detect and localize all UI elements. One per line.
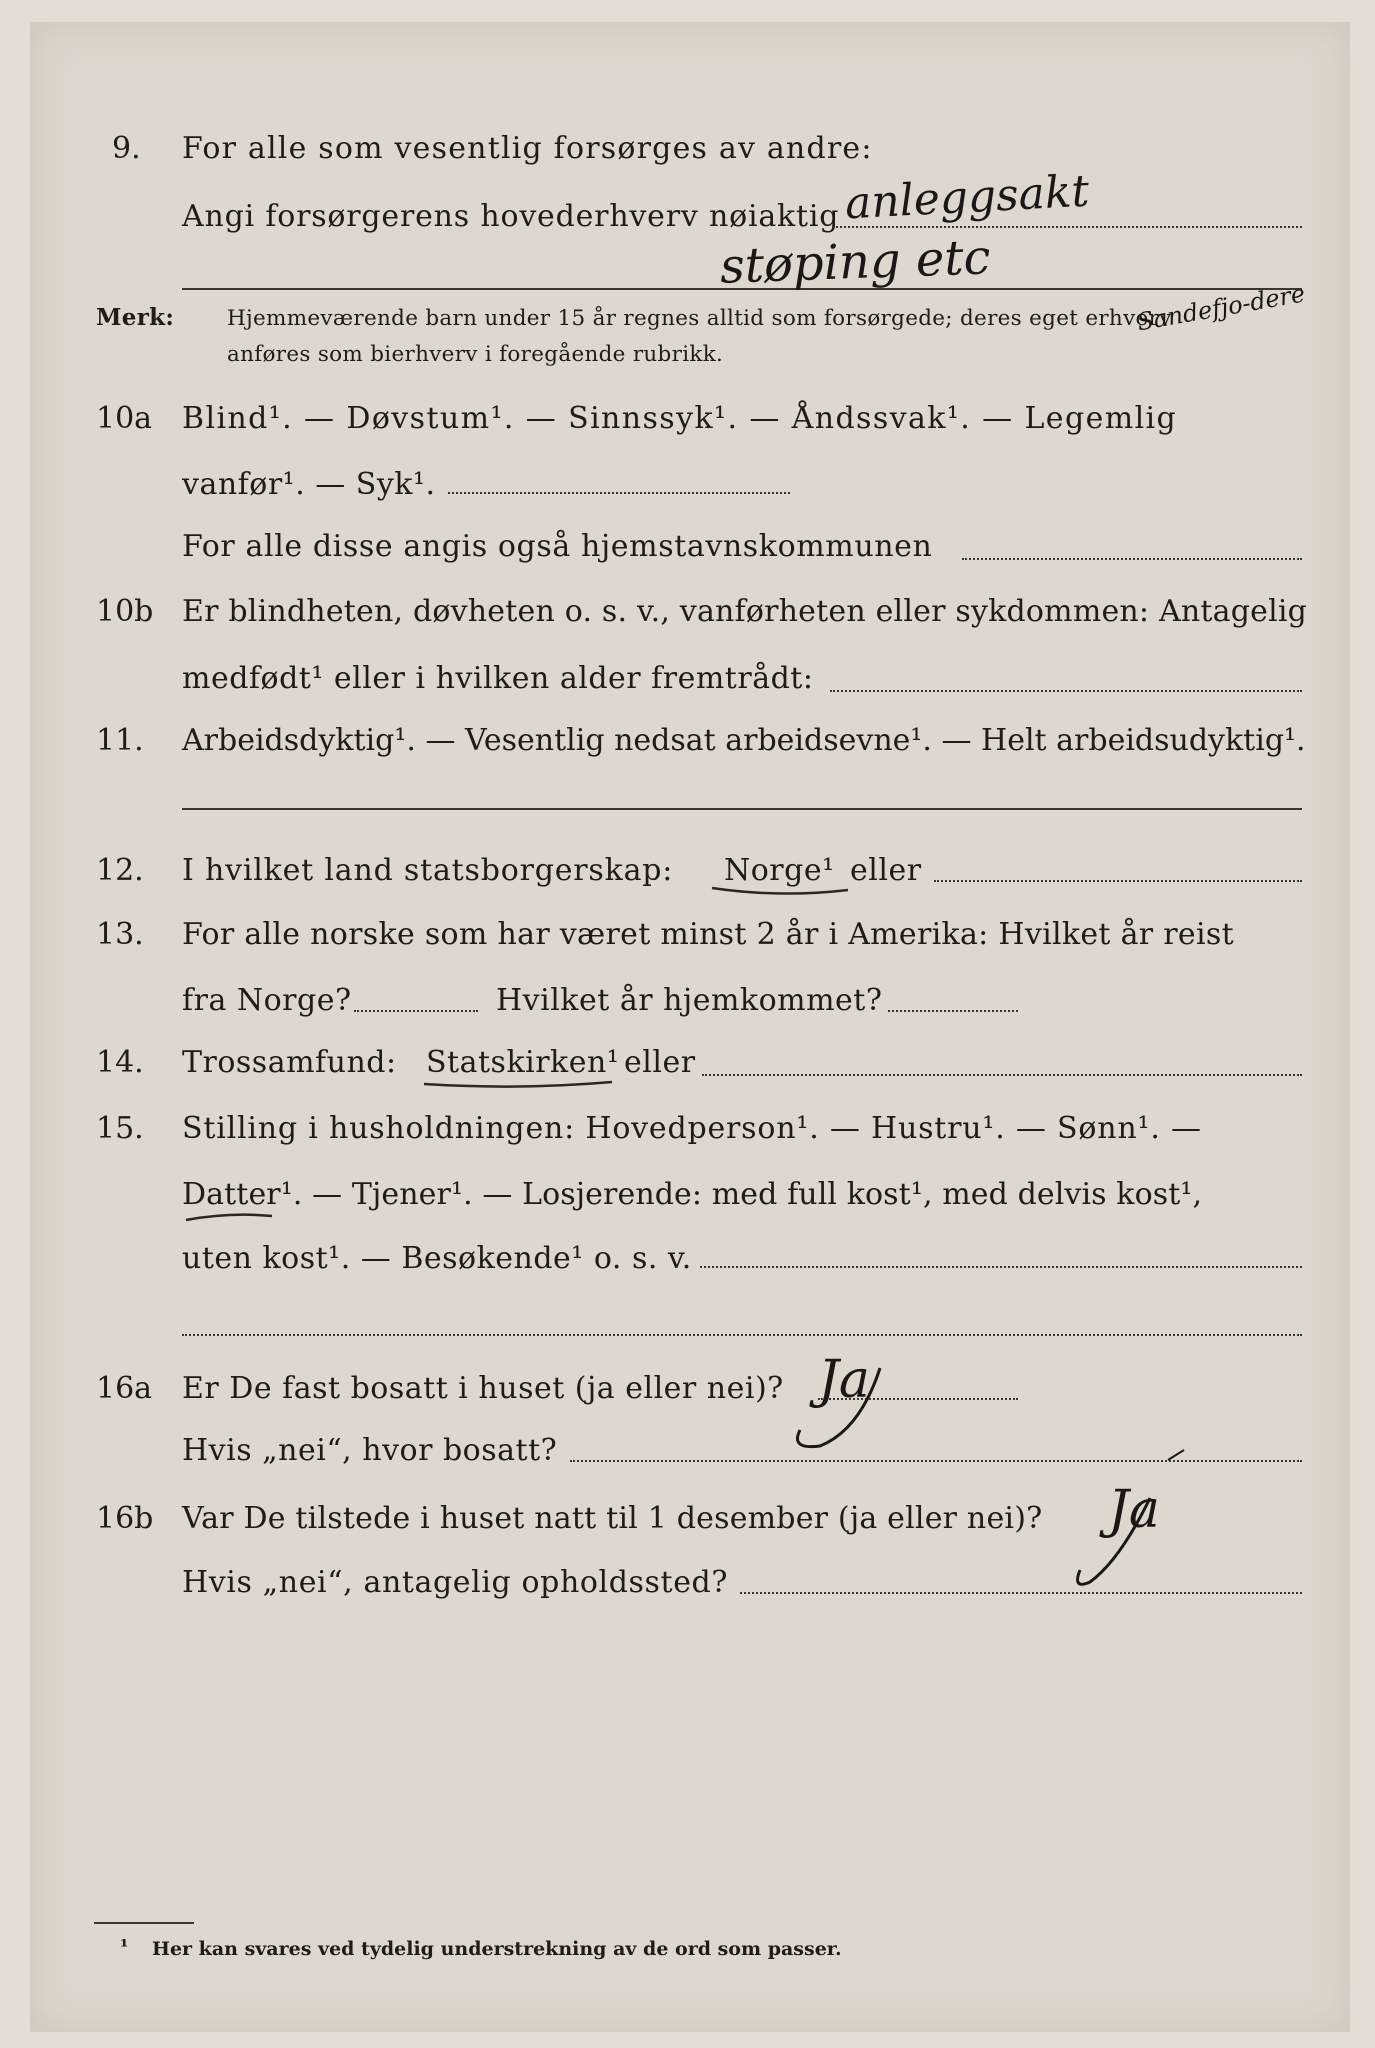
- merk-label: Merk:: [96, 304, 175, 331]
- q10b-line2: medfødt¹ eller i hvilken alder fremtrådt:: [182, 661, 814, 696]
- merk-line2: anføres som bierhverv i foregående rubrikk.: [227, 342, 724, 367]
- merk-line1: Hjemmeværende barn under 15 år regnes alltid som forsørgede; deres eget erhverv: [227, 306, 1172, 331]
- q13-number: 13.: [96, 917, 144, 952]
- q16a-handwritten-answer: Ja: [818, 1350, 870, 1410]
- q16b-tick-mark: [1168, 1450, 1184, 1460]
- q12-text-pre: I hvilket land statsborgerskap:: [182, 853, 674, 888]
- merk-handwritten-note: Sandefjo-dere: [1134, 279, 1308, 337]
- footnote-text: Her kan svares ved tydelig understrekning av de ord som passer.: [152, 1938, 842, 1960]
- q16b-line1: Var De tilstede i huset natt til 1 desember (ja eller nei)?: [182, 1501, 1043, 1536]
- q9-handwritten-answer2: støping etc: [719, 229, 992, 295]
- q10b-number: 10b: [96, 594, 154, 629]
- q15-number: 15.: [96, 1111, 144, 1146]
- q16b-number: 16b: [96, 1501, 154, 1536]
- q9-number: 9.: [112, 131, 141, 166]
- footnote-mark: ¹: [120, 1936, 129, 1958]
- q13-line2b: Hvilket år hjemkommet?: [496, 983, 883, 1018]
- q14-text-post: eller: [624, 1045, 696, 1080]
- q16a-ja-stroke: [798, 1368, 881, 1447]
- q11-line1: Arbeidsdyktig¹. — Vesentlig nedsat arbeidsevne¹. — Helt arbeidsudyktig¹.: [182, 723, 1306, 758]
- q14-text-pre: Trossamfund:: [182, 1045, 397, 1080]
- q12-text-post: eller: [850, 853, 922, 888]
- q14-number: 14.: [96, 1045, 144, 1080]
- q13-line2a: fra Norge?: [182, 983, 352, 1018]
- q16b-line2: Hvis „nei“, antagelig opholdssted?: [182, 1565, 729, 1600]
- statskirken-underline: [424, 1082, 612, 1087]
- q15-line3: uten kost¹. — Besøkende¹ o. s. v.: [182, 1241, 692, 1276]
- q16a-line2: Hvis „nei“, hvor bosatt?: [182, 1433, 558, 1468]
- q9-line2: Angi forsørgerens hovederhverv nøiaktig: [182, 199, 840, 234]
- q9-line1: For alle som vesentlig forsørges av andre:: [182, 131, 873, 166]
- q13-line1: For alle norske som har været minst 2 år i Amerika: Hvilket år reist: [182, 917, 1234, 952]
- q10a-line3: For alle disse angis også hjemstavnskommunen: [182, 529, 933, 564]
- q16b-handwritten-answer: Ja: [1108, 1480, 1160, 1540]
- q15-line1: Stilling i husholdningen: Hovedperson¹. — Hustru¹. — Sønn¹. —: [182, 1111, 1202, 1146]
- q12-option-norge: Norge¹: [724, 853, 835, 888]
- q14-option-statskirken: Statskirken¹: [426, 1045, 620, 1080]
- q10a-number: 10a: [96, 401, 153, 436]
- q16a-number: 16a: [96, 1371, 153, 1406]
- q10b-line1: Er blindheten, døvheten o. s. v., vanførheten eller sykdommen: Antagelig: [182, 594, 1308, 629]
- q16a-line1: Er De fast bosatt i huset (ja eller nei)?: [182, 1371, 784, 1406]
- datter-underline: [186, 1215, 272, 1220]
- q12-number: 12.: [96, 853, 144, 888]
- q9-handwritten-answer1: anleggsakt: [843, 165, 1091, 230]
- q15-line2: Datter¹. — Tjener¹. — Losjerende: med full kost¹, med delvis kost¹,: [182, 1177, 1203, 1212]
- norge-underline: [712, 888, 848, 894]
- q10a-line2: vanfør¹. — Syk¹.: [182, 467, 436, 502]
- q16b-ja-stroke: [1078, 1498, 1150, 1584]
- q10a-line1: Blind¹. — Døvstum¹. — Sinnssyk¹. — Åndssvak¹. — Legemlig: [182, 401, 1178, 436]
- q11-number: 11.: [96, 723, 144, 758]
